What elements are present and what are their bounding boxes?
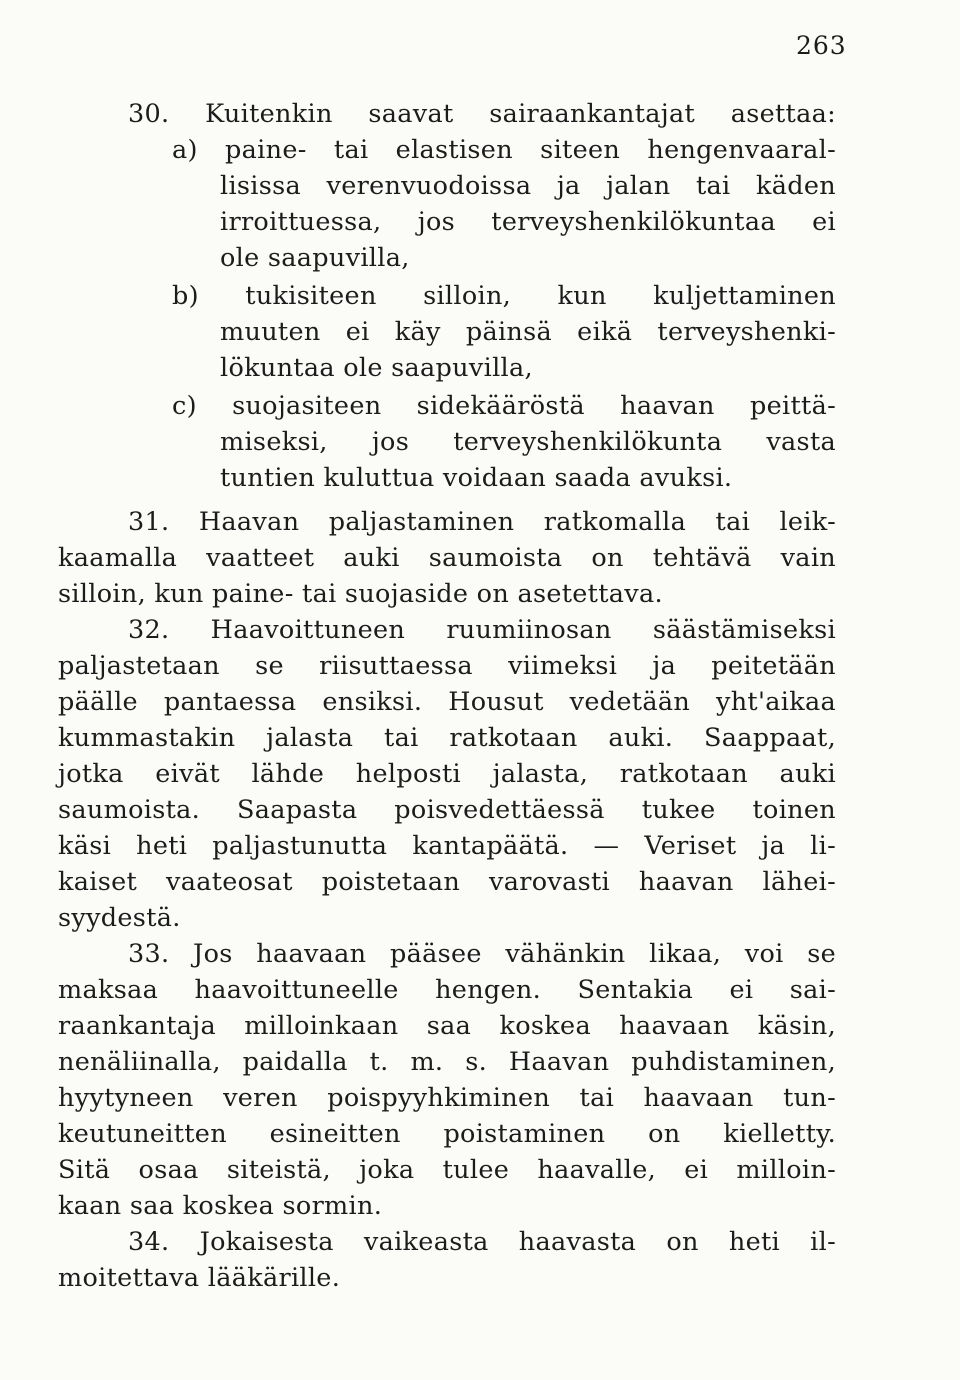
text-line: Sitä osaa siteistä, joka tulee haavalle, ei milloin-: [58, 1155, 836, 1185]
text-line: silloin, kun paine- tai suojaside on asetettava.: [58, 579, 663, 609]
text-line: saumoista. Saapasta poisvedettäessä tukee toinen: [58, 795, 836, 825]
text-line: paljastetaan se riisuttaessa viimeksi ja peitetään: [58, 651, 836, 681]
text-line: a) paine- tai elastisen siteen hengenvaaral-: [172, 135, 836, 165]
text-line: tuntien kuluttua voidaan saada avuksi.: [220, 463, 733, 493]
text-line: kummastakin jalasta tai ratkotaan auki. Saappaat,: [58, 723, 836, 753]
text-line: b) tukisiteen silloin, kun kuljettaminen: [172, 281, 836, 311]
text-line: irroittuessa, jos terveyshenkilökuntaa ei: [220, 207, 836, 237]
text-line: lisissa verenvuodoissa ja jalan tai käden: [220, 171, 836, 201]
text-line: 32. Haavoittuneen ruumiinosan säästämiseksi: [128, 615, 836, 645]
text-line: kaiset vaateosat poistetaan varovasti haavan lähei-: [58, 867, 836, 897]
text-line: c) suojasiteen sidekääröstä haavan peittä-: [172, 391, 836, 421]
text-line: hyytyneen veren poispyyhkiminen tai haavaan tun-: [58, 1083, 836, 1113]
text-line: käsi heti paljastunutta kantapäätä. — Veriset ja li-: [58, 831, 836, 861]
text-line: 31. Haavan paljastaminen ratkomalla tai leik-: [128, 507, 836, 537]
text-line: kaan saa koskea sormin.: [58, 1191, 383, 1221]
text-line: keutuneitten esineitten poistaminen on kielletty.: [58, 1119, 836, 1149]
text-line: syydestä.: [58, 903, 181, 933]
page-number: 263: [796, 31, 847, 60]
text-line: maksaa haavoittuneelle hengen. Sentakia ei sai-: [58, 975, 836, 1005]
text-line: 34. Jokaisesta vaikeasta haavasta on heti il-: [128, 1227, 836, 1257]
text-line: 33. Jos haavaan pääsee vähänkin likaa, voi se: [128, 939, 836, 969]
text-line: ole saapuvilla,: [220, 243, 410, 273]
text-line: 30. Kuitenkin saavat sairaankantajat asettaa:: [128, 99, 836, 129]
text-line: moitettava lääkärille.: [58, 1263, 341, 1293]
text-line: raankantaja milloinkaan saa koskea haavaan käsin,: [58, 1011, 836, 1041]
text-line: kaamalla vaatteet auki saumoista on tehtävä vain: [58, 543, 836, 573]
text-line: jotka eivät lähde helposti jalasta, ratkotaan auki: [58, 759, 836, 789]
text-line: miseksi, jos terveyshenkilökunta vasta: [220, 427, 836, 457]
text-line: päälle pantaessa ensiksi. Housut vedetään yht'aikaa: [58, 687, 836, 717]
text-line: lökuntaa ole saapuvilla,: [220, 353, 533, 383]
text-line: nenäliinalla, paidalla t. m. s. Haavan puhdistaminen,: [58, 1047, 836, 1077]
text-line: muuten ei käy päinsä eikä terveyshenki-: [220, 317, 836, 347]
